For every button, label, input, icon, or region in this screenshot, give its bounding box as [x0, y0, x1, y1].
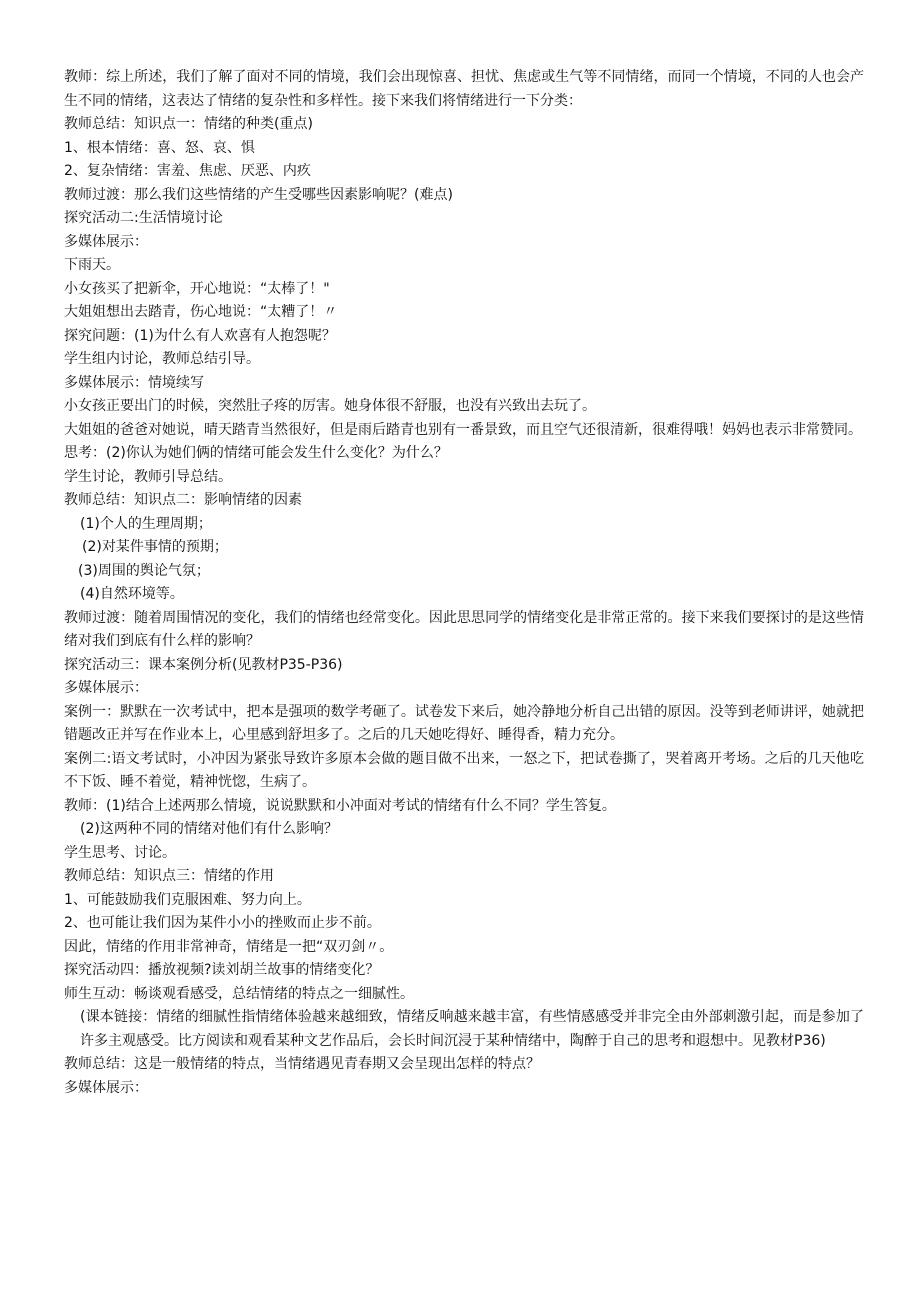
- document-body: [64, 66, 864, 1100]
- paragraph: 教师：(1)结合上述两那么情境，说说默默和小冲面对考试的情绪有什么不同？学生答复。: [64, 797, 616, 814]
- paragraph: 案例二:语文考试时，小冲因为紧张导致许多原本会做的题目做不出来，一怒之下，把试卷撕了，哭着离开考场。之后的几天他吃不下饭、睡不着觉，精神恍惚，生病了。: [64, 750, 864, 790]
- paragraph: 案例一：默默在一次考试中，把本是强项的数学考砸了。试卷发下来后，她冷静地分析自己出错的原因。没等到老师讲评，她就把错题改正并写在作业本上，心里感到舒坦多了。之后的几天她吃得好、睡得香，精力充分。: [64, 703, 864, 743]
- paragraph: 多媒体展示：情境续写: [64, 374, 204, 391]
- paragraph: 小女孩买了把新伞，开心地说：“太棒了！": [64, 280, 330, 297]
- paragraph: 多媒体展示：: [64, 233, 148, 250]
- list-item: (1)个人的生理周期；: [80, 515, 212, 532]
- paragraph: 学生组内讨论，教师总结引导。: [64, 351, 260, 367]
- paragraph: 思考：(2)你认为她们俩的情绪可能会发生什么变化？为什么？: [64, 445, 448, 461]
- list-item: (2)对某件事情的预期；: [82, 539, 228, 555]
- paragraph: 教师过渡：随着周围情况的变化，我们的情绪也经常变化。因此思思同学的情绪变化是非常正常的。接下来我们要探讨的是这些情绪对我们到底有什么样的影响？: [64, 609, 864, 649]
- paragraph: 探究活动二:生活情境讨论: [64, 210, 223, 226]
- paragraph: 探究活动四：播放视频?读刘胡兰故事的情绪变化？: [64, 962, 380, 978]
- paragraph: 2、也可能让我们因为某件小小的挫败而止步不前。: [64, 915, 381, 931]
- paragraph: 教师过渡：那么我们这些情绪的产生受哪些因素影响呢？(难点): [64, 186, 453, 203]
- paragraph: 探究活动三：课本案例分析(见教材P35-P36): [64, 656, 343, 673]
- paragraph: 教师：综上所述，我们了解了面对不同的情境，我们会出现惊喜、担忧、焦虑或生气等不同情绪，而同一个情境，不同的人也会产生不同的情绪，这表达了情绪的复杂性和多样性。接下来我们将情绪进行一下分类：: [64, 69, 864, 109]
- paragraph: 多媒体展示：: [64, 680, 148, 696]
- paragraph: 多媒体展示：: [64, 1079, 148, 1096]
- paragraph: 师生互动：畅谈观看感受，总结情绪的特点之一细腻性。: [64, 985, 414, 1002]
- paragraph: 大姐姐想出去踏青，伤心地说：“太糟了！〃: [64, 304, 338, 320]
- paragraph: 小女孩正要出门的时候，突然肚子疼的厉害。她身体很不舒服，也没有兴致出去玩了。: [64, 398, 596, 414]
- paragraph: 2、复杂情绪：害羞、焦虑、厌恶、内疚: [64, 163, 311, 179]
- paragraph: 1、可能鼓励我们克服困难、努力向上。: [64, 891, 311, 908]
- paragraph: 学生思考、讨论。: [64, 844, 176, 861]
- paragraph: 教师总结：这是一般情绪的特点，当情绪遇见青春期又会呈现出怎样的特点？: [64, 1056, 540, 1072]
- paragraph: 大姐姐的爸爸对她说，晴天踏青当然很好，但是雨后踏青也别有一番景致，而且空气还很清新，很难得哦！妈妈也表示非常赞同。: [64, 421, 862, 438]
- paragraph: 下雨天。: [64, 257, 120, 273]
- paragraph: 教师总结：知识点一：情绪的种类(重点): [64, 116, 313, 132]
- paragraph: 因此，情绪的作用非常神奇，情绪是一把“双刃剑〃。: [64, 938, 394, 955]
- paragraph: 教师总结：知识点三：情绪的作用: [64, 868, 274, 884]
- paragraph: (2)这两种不同的情绪对他们有什么影响？: [80, 821, 338, 837]
- list-item: (3)周围的舆论气氛；: [78, 562, 210, 579]
- paragraph: 教师总结：知识点二：影响情绪的因素: [64, 492, 302, 508]
- paragraph: 学生讨论，教师引导总结。: [64, 468, 232, 485]
- list-item: (4)自然环境等。: [80, 586, 184, 602]
- paragraph: (课本链接：情绪的细腻性指情绪体验越来越细致，情绪反响越来越丰富，有些情感感受并非完全由外部刺激引起，而是参加了许多主观感受。比方阅读和观看某种文艺作品后，会长时间沉浸于某种情绪中，陶醉于自己的思考和遐想中。见教材P36): [80, 1009, 864, 1049]
- paragraph: 探究问题：(1)为什么有人欢喜有人抱怨呢？: [64, 327, 336, 344]
- paragraph: 1、根本情绪：喜、怒、哀、惧: [64, 139, 255, 156]
